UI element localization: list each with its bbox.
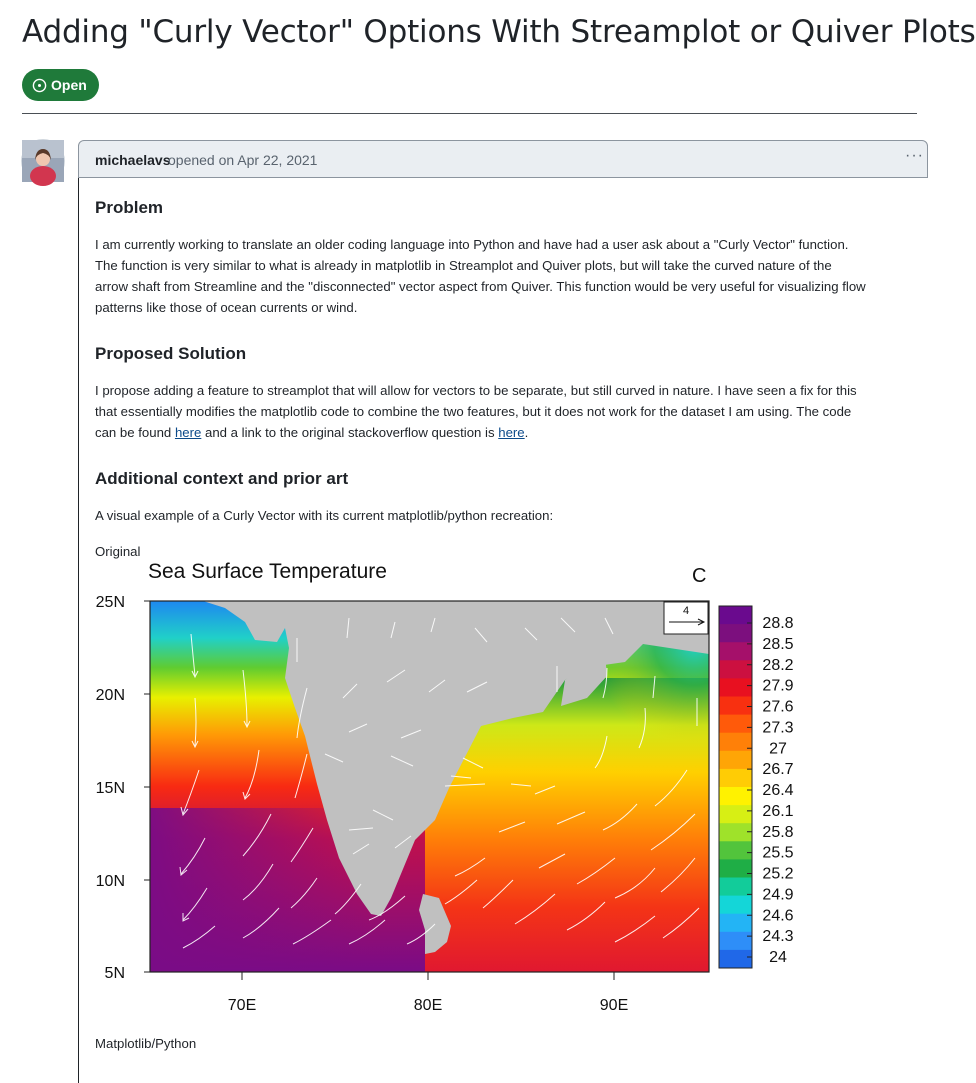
colorbar-label: 26.7 [762, 761, 794, 779]
colorbar-label: 25.8 [762, 823, 794, 841]
caption-original: Original [95, 544, 141, 559]
colorbar-label: 24.3 [762, 928, 794, 946]
colorbar-label: 27.9 [762, 677, 794, 695]
colorbar-label: 27 [769, 740, 787, 758]
colorbar-bin [719, 932, 752, 951]
header-divider [22, 113, 917, 114]
colorbar-label: 28.2 [762, 656, 794, 674]
y-tick-20n: 20N [95, 687, 125, 704]
colorbar-bin [719, 878, 752, 897]
colorbar-bin [719, 859, 752, 878]
colorbar-label: 27.6 [762, 698, 794, 716]
heading-problem: Problem [95, 198, 164, 217]
y-tick-15n: 15N [95, 780, 125, 797]
colorbar-bin [719, 624, 752, 643]
comment-header [78, 140, 928, 178]
opened-prefix: opened on [168, 152, 238, 168]
opened-meta [168, 152, 317, 168]
solution-line-3-end: . [524, 425, 529, 440]
solution-line-3-start: can be found [95, 425, 175, 440]
sst-plot-image [95, 558, 795, 1018]
x-tick-70e: 70E [227, 997, 257, 1014]
opened-date[interactable]: Apr 22, 2021 [237, 152, 318, 168]
reference-vector-label: 4 [682, 605, 690, 617]
colorbar-label: 25.5 [762, 844, 794, 862]
colorbar-bin [719, 950, 752, 969]
heading-proposed-solution: Proposed Solution [95, 344, 247, 363]
solution-line-2: that essentially modifies the matplotlib code to combine the two features, but it does not work for the dataset I am using. The code [95, 404, 852, 419]
colorbar-bin [719, 715, 752, 734]
x-tick-80e: 80E [413, 997, 443, 1014]
open-state-badge [22, 69, 99, 101]
timeline-line [78, 178, 79, 1083]
colorbar-bin [719, 841, 752, 860]
colorbar-bin [719, 606, 752, 625]
colorbar-bin [719, 823, 752, 842]
issue-open-icon [32, 78, 47, 93]
heading-additional-context: Additional context and prior art [95, 469, 349, 488]
y-tick-10n: 10N [95, 873, 125, 890]
colorbar-bin [719, 678, 752, 697]
colorbar-label: 24 [769, 949, 787, 966]
colorbar-label: 28.8 [762, 615, 794, 632]
plot-unit-label: C [692, 565, 707, 587]
author-link[interactable]: michaelavs [95, 152, 171, 168]
colorbar-labels [762, 615, 793, 966]
colorbar-bin [719, 896, 752, 915]
colorbar-bin [719, 660, 752, 679]
colorbar-label: 24.9 [762, 886, 794, 904]
y-tick-5n: 5N [104, 965, 125, 982]
caption-matplotlib: Matplotlib/Python [95, 1036, 197, 1051]
y-tick-25n: 25N [95, 594, 125, 611]
comment-menu-button[interactable]: ··· [905, 147, 924, 164]
context-text: A visual example of a Curly Vector with its current matplotlib/python recreation: [95, 508, 554, 523]
colorbar-bin [719, 642, 752, 661]
colorbar-label: 27.3 [762, 719, 794, 737]
author-avatar[interactable] [22, 140, 64, 182]
colorbar-label: 26.1 [762, 802, 794, 820]
colorbar-bin [719, 914, 752, 933]
plot-title: Sea Surface Temperature [148, 560, 387, 583]
colorbar-bin [719, 697, 752, 716]
colorbar-bin [719, 769, 752, 788]
solution-line-3 [95, 422, 528, 443]
code-link[interactable]: here [174, 425, 202, 440]
problem-line-2: The function is very similar to what is already in matplotlib in Streamplot and Quiver plots, but will take the curved nature of the [95, 258, 832, 273]
map-area [150, 601, 709, 972]
colorbar-label: 28.5 [762, 635, 794, 653]
colorbar-label: 24.6 [762, 907, 794, 925]
stackoverflow-link[interactable]: here [498, 425, 525, 440]
solution-line-1: I propose adding a feature to streamplot that will allow for vectors to be separate, but still curved in nature. I have seen a fix for this [95, 383, 857, 398]
issue-title: Adding "Curly Vector" Options With Streamplot or Quiver Plots [22, 14, 976, 50]
x-tick-90e: 90E [599, 997, 629, 1014]
colorbar [719, 606, 752, 969]
colorbar-bin [719, 805, 752, 824]
state-label: Open [51, 77, 87, 93]
solution-line-3-middle: and a link to the original stackoverflow question is [201, 425, 499, 440]
problem-line-1: I am currently working to translate an older coding language into Python and have had a user ask about a "Curly Vector" function. [95, 237, 849, 252]
problem-line-4: patterns like those of ocean currents or wind. [95, 300, 358, 315]
colorbar-label: 25.2 [762, 865, 794, 883]
colorbar-bin [719, 751, 752, 770]
problem-line-3: arrow shaft from Streamline and the "disconnected" vector aspect from Quiver. This function would be very useful for visualizing flow [95, 279, 866, 294]
colorbar-label: 26.4 [762, 782, 794, 799]
